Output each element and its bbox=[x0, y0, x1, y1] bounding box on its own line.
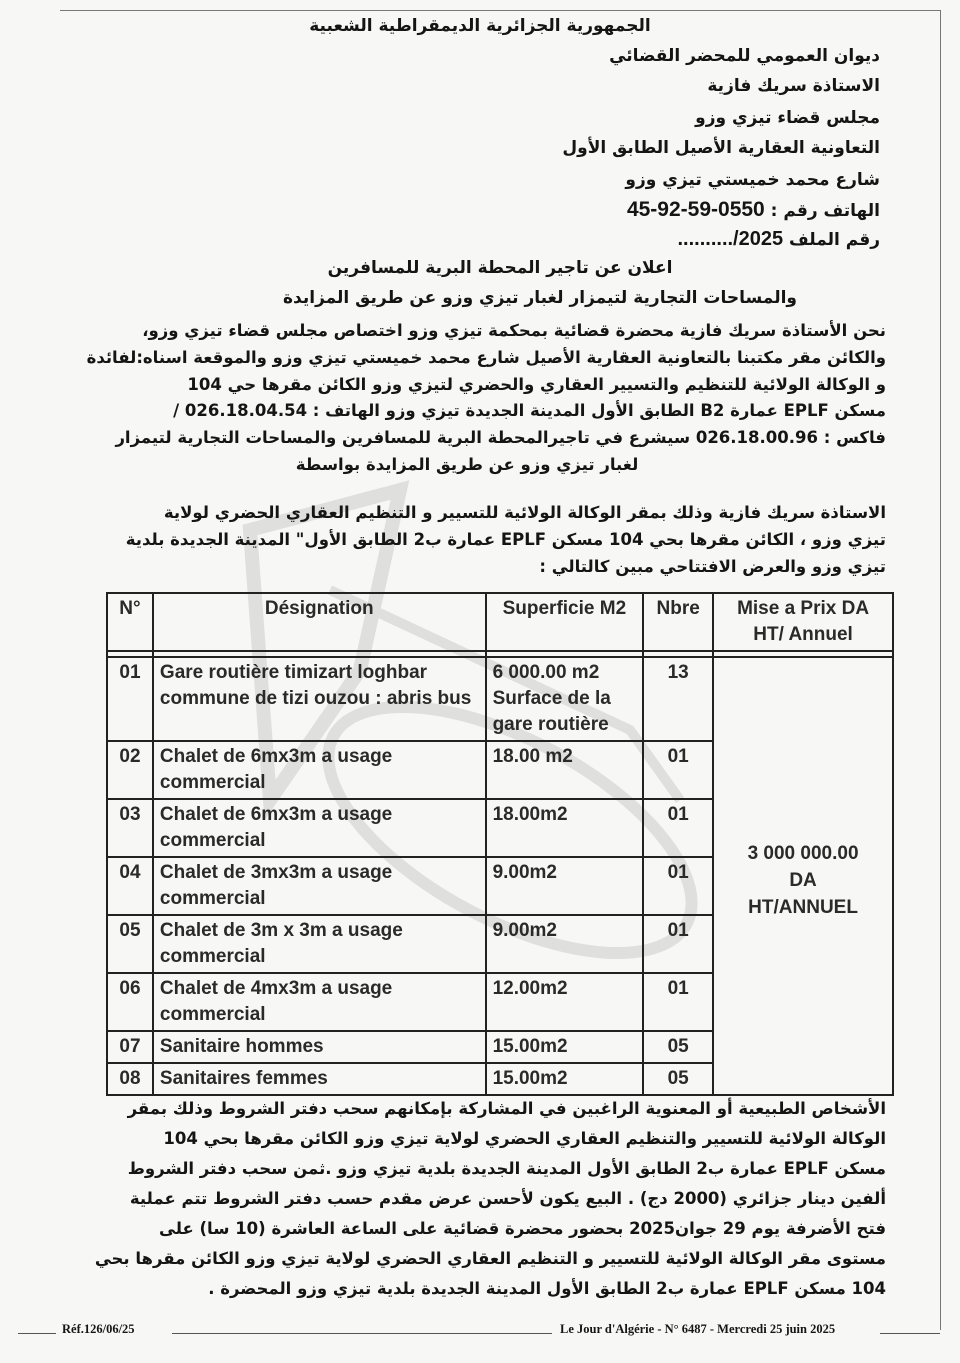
col-header-nbre: Nbre bbox=[643, 593, 713, 651]
building-address: التعاونية العقارية الأصيل الطابق الأول bbox=[562, 138, 880, 158]
cell-nbre: 05 bbox=[643, 1031, 713, 1063]
cell-superficie: 9.00m2 bbox=[486, 915, 644, 973]
cell-nbre: 01 bbox=[643, 799, 713, 857]
cell-no: 01 bbox=[107, 657, 153, 741]
announcement-subtitle: والمساحات التجارية لتيمزار لغبار تيزي وزو عن طريق المزايدة bbox=[283, 288, 797, 308]
court-name: مجلس قضاء تيزي وزو bbox=[695, 108, 880, 128]
intro-line: والكائن مقر مكتبنا بالتعاونية العقارية الأصيل شارع محمد خميستي تيزي وزو والموقعة اسناه:لفائدة bbox=[86, 347, 886, 367]
conditions-line: مسكن EPLF عمارة ب2 الطابق الأول المدينة الجديدة بلدية تيزي وزو .ثمن سحب دفتر الشروط bbox=[127, 1159, 886, 1178]
cell-superficie: 6 000.00 m2 Surface de la gare routière bbox=[486, 657, 644, 741]
col-header-no: N° bbox=[107, 593, 153, 651]
cell-price bbox=[713, 657, 893, 1095]
conditions-line: ألفين دينار جزائري (2000 دج) . البيع يكون لأحسن عرض مقدم حسب دفتر الشروط تتم عملية bbox=[129, 1189, 886, 1208]
cell-superficie: 9.00m2 bbox=[486, 857, 644, 915]
street-address: شارع محمد خميستي تيزي وزو bbox=[625, 170, 880, 190]
conditions-paragraph bbox=[48, 1094, 886, 1304]
cell-superficie: 18.00 m2 bbox=[486, 741, 644, 799]
cell-designation: Sanitaire hommes bbox=[153, 1031, 486, 1063]
cell-no: 05 bbox=[107, 915, 153, 973]
file-label: رقم الملف bbox=[789, 230, 880, 250]
intro-paragraph bbox=[48, 318, 886, 479]
cell-no: 03 bbox=[107, 799, 153, 857]
footer-reference: Réf.126/06/25 bbox=[62, 1322, 135, 1336]
cell-designation: Chalet de 4mx3m a usage commercial bbox=[153, 973, 486, 1031]
col-header-superficie: Superficie M2 bbox=[486, 593, 644, 651]
intro-line: مسكن EPLF عمارة B2 الطابق الأول المدينة الجديدة تيزي وزو الهاتف : 026.18.04.54 / bbox=[173, 401, 886, 421]
frame-bottom-rule bbox=[880, 1333, 940, 1334]
intro-line: فاكس : 026.18.00.96 سيشرع في تاجيرالمحطة البرية للمسافرين والمساحات التجارية لتيمزار bbox=[115, 428, 886, 448]
cell-superficie: 15.00m2 bbox=[486, 1063, 644, 1095]
phone-label: الهاتف رقم : bbox=[770, 201, 880, 221]
cell-nbre: 05 bbox=[643, 1063, 713, 1095]
intro-line: نحن الأستاذة سريك فازية محضرة قضائية بمحكمة تيزي وزو اختصاص مجلس قضاء تيزي وزو، bbox=[142, 321, 886, 340]
phone-line bbox=[627, 198, 880, 222]
cell-no: 07 bbox=[107, 1031, 153, 1063]
intro-line: لغبار تيزي وزو عن طريق المزايدة بواسطة bbox=[295, 454, 639, 474]
col-header-designation: Désignation bbox=[153, 593, 486, 651]
table-header-row bbox=[107, 593, 893, 651]
frame-right-rule bbox=[940, 10, 941, 1330]
cell-superficie: 18.00m2 bbox=[486, 799, 644, 857]
cell-no: 06 bbox=[107, 973, 153, 1031]
conditions-line: فتح الأضرفة يوم 29 جوان2025 بحضور محضرة قضائية على الساعة العاشرة (10 سا) على bbox=[159, 1219, 886, 1238]
cell-nbre: 01 bbox=[643, 741, 713, 799]
venue-line: تيزي وزو ، الكائن مقرها بحي 104 مسكن EPLF عمارة ب2 الطابق الأول" المدينة الجديدة بلدية bbox=[125, 529, 886, 549]
footer-publication: Le Jour d'Algérie - N° 6487 - Mercredi 25 juin 2025 bbox=[560, 1322, 836, 1336]
cell-superficie: 15.00m2 bbox=[486, 1031, 644, 1063]
conditions-line: الأشخاص الطبيعية أو المعنوية الراغبين في المشاركة بإمكانهم سحب دفتر الشروط وذلك بمقر bbox=[127, 1099, 886, 1118]
lots-table bbox=[106, 592, 894, 1096]
col-header-mise-a-prix: Mise a Prix DA HT/ Annuel bbox=[713, 593, 893, 651]
conditions-line: الوكالة الولائية للتسيير والتنظيم العقاري الحضري لولاية تيزي وزو الكائن مقرها بحي 104 bbox=[163, 1129, 886, 1148]
table-row bbox=[107, 657, 893, 741]
venue-line: الاستاذة سريك فازية وذلك بمقر الوكالة الولائية للتسيير و التنظيم العقاري الحضري لولاية bbox=[163, 503, 886, 522]
bailiff-name: الاستاذة سريك فازية bbox=[707, 76, 880, 96]
frame-bottom-rule bbox=[18, 1333, 56, 1334]
cell-nbre: 01 bbox=[643, 973, 713, 1031]
frame-bottom-rule bbox=[172, 1333, 552, 1334]
cell-designation: Chalet de 6mx3m a usage commercial bbox=[153, 799, 486, 857]
cell-nbre: 13 bbox=[643, 657, 713, 741]
file-line bbox=[677, 228, 880, 251]
republic-heading: الجمهورية الجزائرية الديمقراطية الشعبية bbox=[309, 16, 651, 36]
phone-number: 0550-59-92-45 bbox=[626, 198, 765, 221]
cell-no: 04 bbox=[107, 857, 153, 915]
conditions-line: مستوى مقر الوكالة الولائية للتسيير و التنظيم العقاري الحضري لولاية تيزي وزو الكائن مقرها بحي bbox=[94, 1249, 886, 1268]
cell-designation: Chalet de 3m x 3m a usage commercial bbox=[153, 915, 486, 973]
announcement-title: اعلان عن تاجير المحطة البرية للمسافرين bbox=[327, 258, 673, 278]
cell-designation: Chalet de 6mx3m a usage commercial bbox=[153, 741, 486, 799]
frame-top-rule bbox=[60, 10, 940, 11]
cell-superficie: 12.00m2 bbox=[486, 973, 644, 1031]
conditions-line: 104 مسكن EPLF عمارة ب2 الطابق الأول المدينة الجديدة بلدية تيزي وزو المحضرة . bbox=[208, 1279, 886, 1298]
venue-paragraph bbox=[48, 500, 886, 580]
cell-designation: Chalet de 3mx3m a usage commercial bbox=[153, 857, 486, 915]
office-name: ديوان العمومي للمحضر القضائي bbox=[609, 46, 880, 66]
cell-nbre: 01 bbox=[643, 857, 713, 915]
cell-designation: Gare routière timizart loghbar commune de tizi ouzou : abris bus bbox=[153, 657, 486, 741]
venue-line: تيزي وزو والعرض الافتتاحي مبين كالتالي : bbox=[539, 556, 886, 576]
intro-line: و الوكالة الولائية للتنظيم والتسيير العقاري والحضري لتيزي وزو الكائن مقرها حي 104 bbox=[187, 374, 886, 394]
cell-no: 08 bbox=[107, 1063, 153, 1095]
cell-nbre: 01 bbox=[643, 915, 713, 973]
cell-designation: Sanitaires femmes bbox=[153, 1063, 486, 1095]
file-number: 2025/.......... bbox=[677, 228, 784, 250]
cell-no: 02 bbox=[107, 741, 153, 799]
price-value: 3 000 000.00 DA HT/ANNUEL bbox=[747, 842, 859, 918]
